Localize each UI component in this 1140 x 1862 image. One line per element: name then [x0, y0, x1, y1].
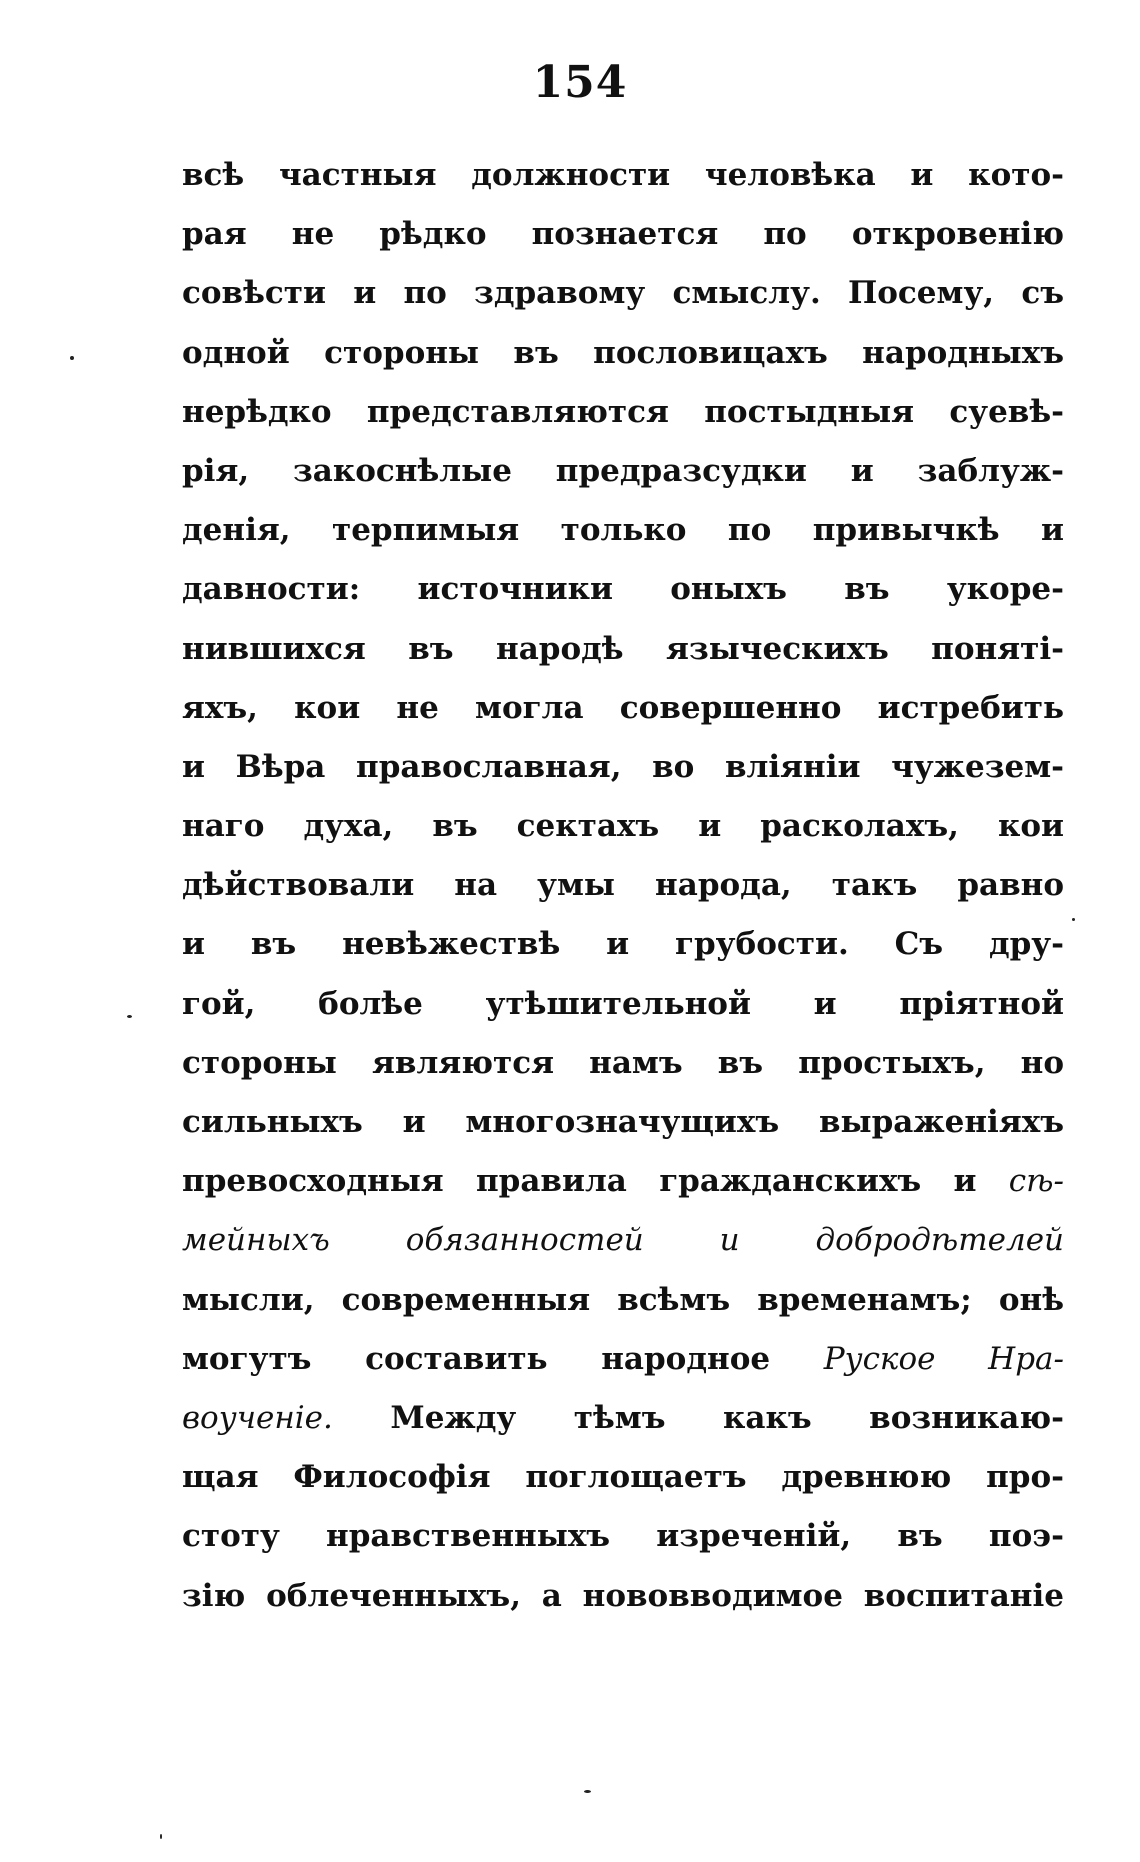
- text-line: нерѣдко представляются постыдныя суевѣ-: [182, 393, 1064, 430]
- italic-text: мейныхъ обязанностей и добродѣтелей: [182, 1222, 1064, 1259]
- scan-speck: [160, 1834, 162, 1839]
- text-line: дѣйствовали на умы народа, такъ равно: [182, 867, 1064, 904]
- body-text: [182, 146, 1064, 1626]
- italic-text: сѣ-: [1008, 1163, 1064, 1200]
- text-line: щая Философія поглощаетъ древнюю про-: [182, 1459, 1064, 1496]
- text-line: стоту нравственныхъ изреченій, въ поэ-: [182, 1518, 1064, 1555]
- text-line: рая не рѣдко познается по откровенію: [182, 216, 1064, 253]
- text-line: всѣ частныя должности человѣка и кото-: [182, 157, 1064, 193]
- page-number: 154: [532, 57, 628, 108]
- text-line: превосходныя правила гражданскихъ и сѣ-: [182, 1163, 1064, 1200]
- text-line: могутъ составить народное Руское Нра-: [182, 1340, 1064, 1377]
- text-line: яхъ, кои не могла совершенно истребить: [182, 689, 1064, 726]
- text-line: воученіе. Между тѣмъ какъ возникаю-: [182, 1399, 1064, 1436]
- text-line: [182, 1211, 1064, 1270]
- scan-speck: [1072, 918, 1075, 921]
- text-line: мысли, современныя всѣмъ временамъ; онѣ: [182, 1281, 1064, 1318]
- text-line: совѣсти и по здравому смыслу. Посему, съ: [182, 275, 1064, 312]
- text-line: денія, терпимыя только по привычкѣ и: [182, 512, 1064, 549]
- text-line: зію облеченныхъ, а нововводимое воспитаніе: [182, 1577, 1064, 1614]
- text-line: и въ невѣжествѣ и грубости. Съ дру-: [182, 926, 1064, 963]
- scan-speck: [70, 356, 74, 360]
- text-line: наго духа, въ сектахъ и расколахъ, кои: [182, 808, 1064, 845]
- text-line: нившихся въ народѣ языческихъ поняті-: [182, 630, 1064, 667]
- text-line: давности: источники оныхъ въ укоре-: [182, 571, 1064, 608]
- text-line: сильныхъ и многозначущихъ выраженіяхъ: [182, 1104, 1064, 1140]
- scan-speck: [584, 1790, 591, 1793]
- text-line: одной стороны въ пословицахъ народныхъ: [182, 334, 1064, 371]
- italic-text: Руское Нра-: [823, 1340, 1064, 1377]
- text-line: рія, закоснѣлые предразсудки и заблуж-: [182, 452, 1064, 489]
- text-line: гой, болѣе утѣшительной и пріятной: [182, 985, 1064, 1022]
- text-line: стороны являются намъ въ простыхъ, но: [182, 1044, 1064, 1081]
- scan-speck: [127, 1015, 132, 1018]
- italic-text: воученіе.: [182, 1399, 333, 1436]
- text-line: и Вѣра православная, во вліяніи чужезем-: [182, 748, 1064, 785]
